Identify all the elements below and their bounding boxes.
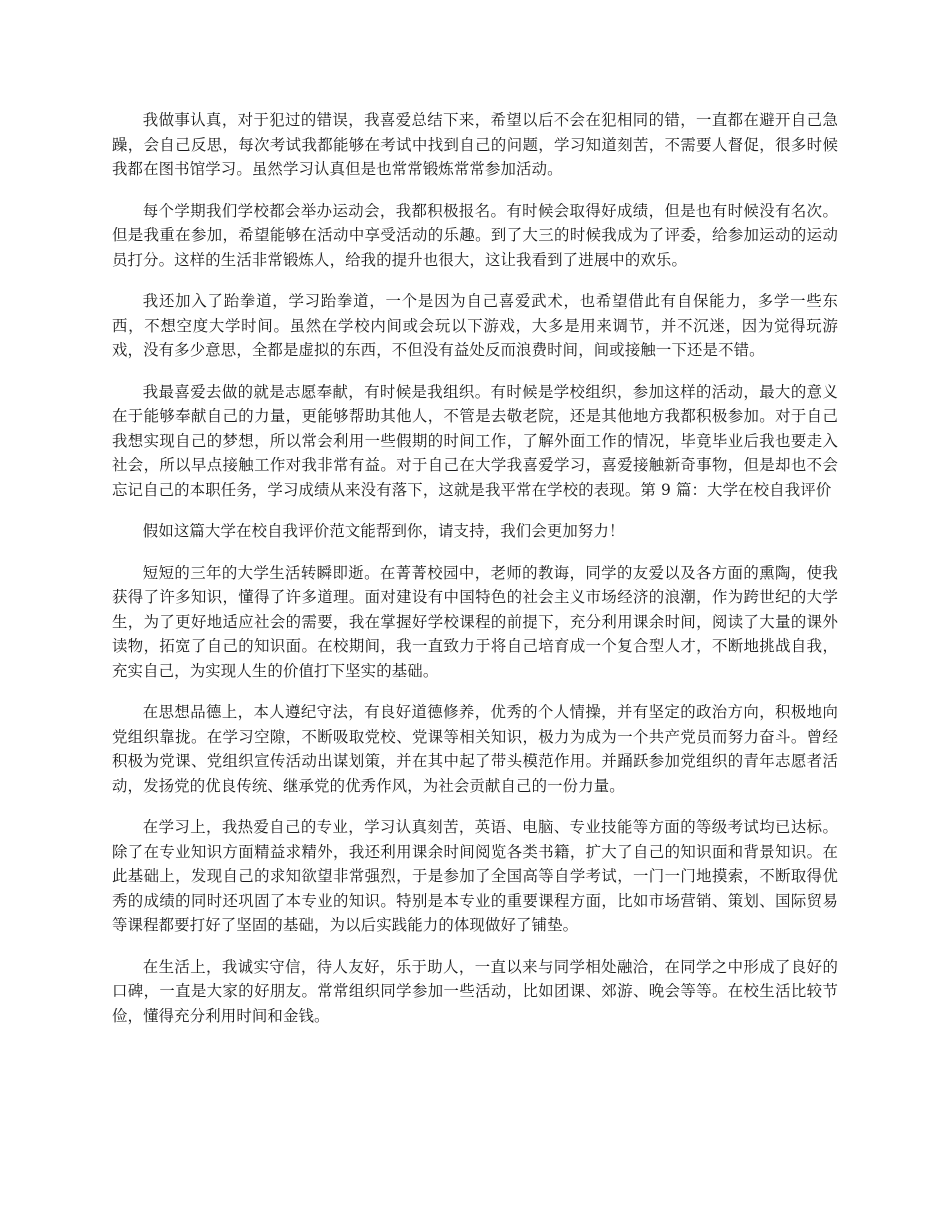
paragraph-9: 在生活上，我诚实守信，待人友好，乐于助人，一直以来与同学相处融洽，在同学之中形成了良好的口碑，一直是大家的好朋友。常常组织同学参加一些活动，比如团课、郊游、晚会等等。在校生活比较节俭，懂得充分利用时间和金钱。	[112, 957, 838, 1025]
document-page	[112, 108, 838, 1045]
paragraph-7: 在思想品德上，本人遵纪守法，有良好道德修养，优秀的个人情操，并有坚定的政治方向，积极地向党组织靠拢。在学习空隙，不断吸取党校、党课等相关知识，极力为成为一个共产党员而努力奋斗。曾经积极为党课、党组织宣传活动出谋划策，并在其中起了带头模范作用。并踊跃参加党组织的青年志愿者活动，发扬党的优良传统、继承党的优秀作风，为社会贡献自己的一份力量。	[112, 703, 838, 795]
paragraph-2: 每个学期我们学校都会举办运动会，我都积极报名。有时候会取得好成绩，但是也有时候没有名次。但是我重在参加，希望能够在活动中享受活动的乐趣。到了大三的时候我成为了评委，给参加运动的运动员打分。这样的生活非常锻炼人，给我的提升也很大，这让我看到了进展中的欢乐。	[112, 201, 838, 269]
paragraph-5: 假如这篇大学在校自我评价范文能帮到你，请支持，我们会更加努力！	[142, 522, 625, 540]
paragraph-8: 在学习上，我热爱自己的专业，学习认真刻苦，英语、电脑、专业技能等方面的等级考试均已达标。除了在专业知识方面精益求精外，我还利用课余时间阅览各类书籍，扩大了自己的知识面和背景知识。在此基础上，发现自己的求知欲望非常强烈，于是参加了全国高等自学考试，一门一门地摸索，不断取得优秀的成绩的同时还巩固了本专业的知识。特别是本专业的重要课程方面，比如市场营销、策划、国际贸易等课程都要打好了坚固的基础，为以后实践能力的体现做好了铺垫。	[112, 818, 838, 934]
paragraph-3: 我还加入了跆拳道，学习跆拳道，一个是因为自己喜爱武术，也希望借此有自保能力，多学一些东西，不想空度大学时间。虽然在学校内间或会玩以下游戏，大多是用来调节，并不沉迷，因为觉得玩游戏，没有多少意思，全都是虚拟的东西，不但没有益处反而浪费时间，间或接触一下还是不错。	[112, 292, 838, 359]
paragraph-1: 我做事认真，对于犯过的错误，我喜爱总结下来，希望以后不会在犯相同的错，一直都在避开自己急躁，会自己反思，每次考试我都能够在考试中找到自己的问题，学习知道刻苦，不需要人督促，很多时候我都在图书馆学习。虽然学习认真但是也常常锻炼常常参加活动。	[112, 111, 838, 178]
paragraph-6: 短短的三年的大学生活转瞬即逝。在菁菁校园中，老师的教诲，同学的友爱以及各方面的熏陶，使我获得了许多知识，懂得了许多道理。面对建设有中国特色的社会主义市场经济的浪潮，作为跨世纪的大学生，为了更好地适应社会的需要，我在掌握好学校课程的前提下，充分利用课余时间，阅读了大量的课外读物，拓宽了自己的知识面。在校期间，我一直致力于将自己培育成一个复合型人才，不断地挑战自我，充实自己，为实现人生的价值打下坚实的基础。	[112, 563, 838, 680]
paragraph-4: 我最喜爱去做的就是志愿奉献，有时候是我组织。有时候是学校组织，参加这样的活动，最大的意义在于能够奉献自己的力量，更能够帮助其他人，不管是去敬老院，还是其他地方我都积极参加。对于自己我想实现自己的梦想，所以常会利用一些假期的时间工作，了解外面工作的情况，毕竟毕业后我也要走入社会，所以早点接触工作对我非常有益。对于自己在大学我喜爱学习，喜爱接触新奇事物，但是却也不会忘记自己的本职任务，学习成绩从来没有落下，这就是我平常在学校的表现。第 9 篇：大学在校自我评价	[112, 382, 838, 499]
